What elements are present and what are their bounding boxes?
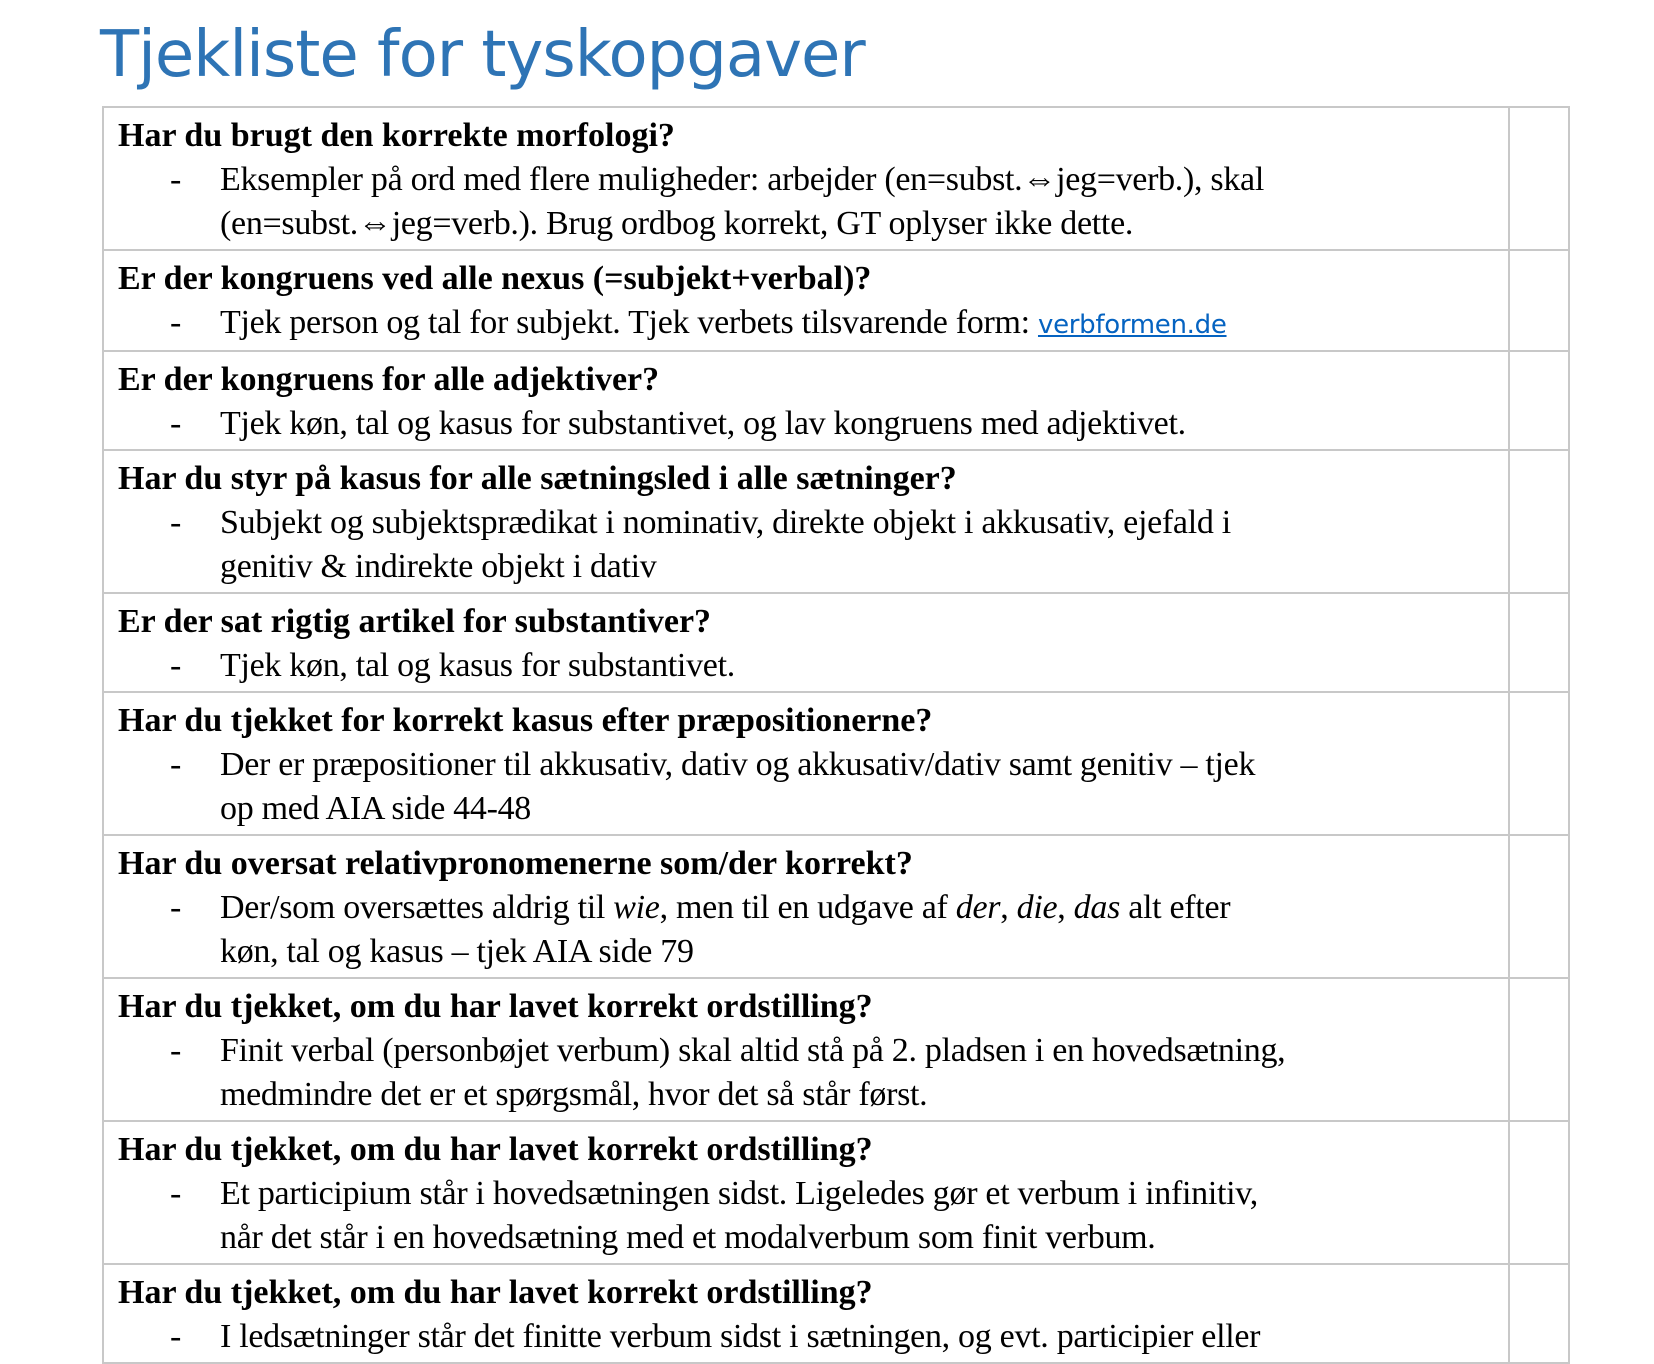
checklist-table	[102, 106, 1570, 1364]
question: Er der kongruens ved alle nexus (=subjekt+verbal)?	[118, 260, 872, 297]
bullet: -	[170, 746, 182, 783]
question: Har du tjekket for korrekt kasus efter præpositionerne?	[118, 702, 933, 739]
question: Har du tjekket, om du har lavet korrekt ordstilling?	[118, 1274, 873, 1311]
description: - Et participium står i hovedsætningen sidst. Ligeledes gør et verbum i infinitiv, når det står i en hovedsætning med et modalverbum som finit verbum.	[118, 1172, 1498, 1260]
table-row	[103, 250, 1569, 351]
description: - Tjek person og tal for subjekt. Tjek verbets tilsvarende form: verbformen.de	[118, 301, 1498, 347]
description: - Tjek køn, tal og kasus for substantivet.	[118, 644, 1498, 688]
table-row	[103, 978, 1569, 1121]
table-row	[103, 593, 1569, 692]
bullet: -	[170, 1318, 182, 1355]
bullet: -	[170, 304, 182, 341]
bullet: -	[170, 1032, 182, 1069]
table-row	[103, 692, 1569, 835]
page-title: Tjekliste for tyskopgaver	[100, 18, 865, 92]
table-row	[103, 1121, 1569, 1264]
checkbox-cell[interactable]	[1509, 250, 1569, 351]
description: - Tjek køn, tal og kasus for substantivet, og lav kongruens med adjektivet.	[118, 402, 1498, 446]
bullet: -	[170, 405, 182, 442]
table-row	[103, 107, 1569, 250]
question: Har du tjekket, om du har lavet korrekt ordstilling?	[118, 988, 873, 1025]
checkbox-cell[interactable]	[1509, 107, 1569, 250]
question: Er der kongruens for alle adjektiver?	[118, 361, 660, 398]
bullet: -	[170, 1175, 182, 1212]
checkbox-cell[interactable]	[1509, 1264, 1569, 1363]
checkbox-cell[interactable]	[1509, 692, 1569, 835]
description: - Finit verbal (personbøjet verbum) skal altid stå på 2. pladsen i en hovedsætning, medmindre det er et spørgsmål, hvor det så står først.	[118, 1029, 1498, 1117]
description: - Subjekt og subjektsprædikat i nominativ, direkte objekt i akkusativ, ejefald i genitiv & indirekte objekt i dativ	[118, 501, 1498, 589]
description: - Der/som oversættes aldrig til wie, men til en udgave af der, die, das alt efter køn, tal og kasus – tjek AIA side 79	[118, 886, 1498, 974]
table-row	[103, 1264, 1569, 1363]
description: - Eksempler på ord med flere muligheder: arbejder (en=subst.⇔jeg=verb.), skal (en=subst.⇔jeg=verb.). Brug ordbog korrekt, GT oplyser ikke dette.	[118, 158, 1498, 246]
question: Har du tjekket, om du har lavet korrekt ordstilling?	[118, 1131, 873, 1168]
checkbox-cell[interactable]	[1509, 593, 1569, 692]
verbformen-link[interactable]: verbformen.de	[1037, 310, 1227, 340]
table-row	[103, 351, 1569, 450]
bullet: -	[170, 161, 182, 198]
bullet: -	[170, 647, 182, 684]
checkbox-cell[interactable]	[1509, 450, 1569, 593]
bullet: -	[170, 889, 182, 926]
checkbox-cell[interactable]	[1509, 978, 1569, 1121]
checkbox-cell[interactable]	[1509, 1121, 1569, 1264]
table-row	[103, 835, 1569, 978]
checkbox-cell[interactable]	[1509, 835, 1569, 978]
description: - I ledsætninger står det finitte verbum sidst i sætningen, og evt. participier eller	[118, 1315, 1498, 1359]
question: Har du brugt den korrekte morfologi?	[118, 117, 675, 154]
bullet: -	[170, 504, 182, 541]
checkbox-cell[interactable]	[1509, 351, 1569, 450]
question: Er der sat rigtig artikel for substantiver?	[118, 603, 712, 640]
description: - Der er præpositioner til akkusativ, dativ og akkusativ/dativ samt genitiv – tjek op med AIA side 44-48	[118, 743, 1498, 831]
table-row	[103, 450, 1569, 593]
question: Har du oversat relativpronomenerne som/der korrekt?	[118, 845, 913, 882]
question: Har du styr på kasus for alle sætningsled i alle sætninger?	[118, 460, 957, 497]
